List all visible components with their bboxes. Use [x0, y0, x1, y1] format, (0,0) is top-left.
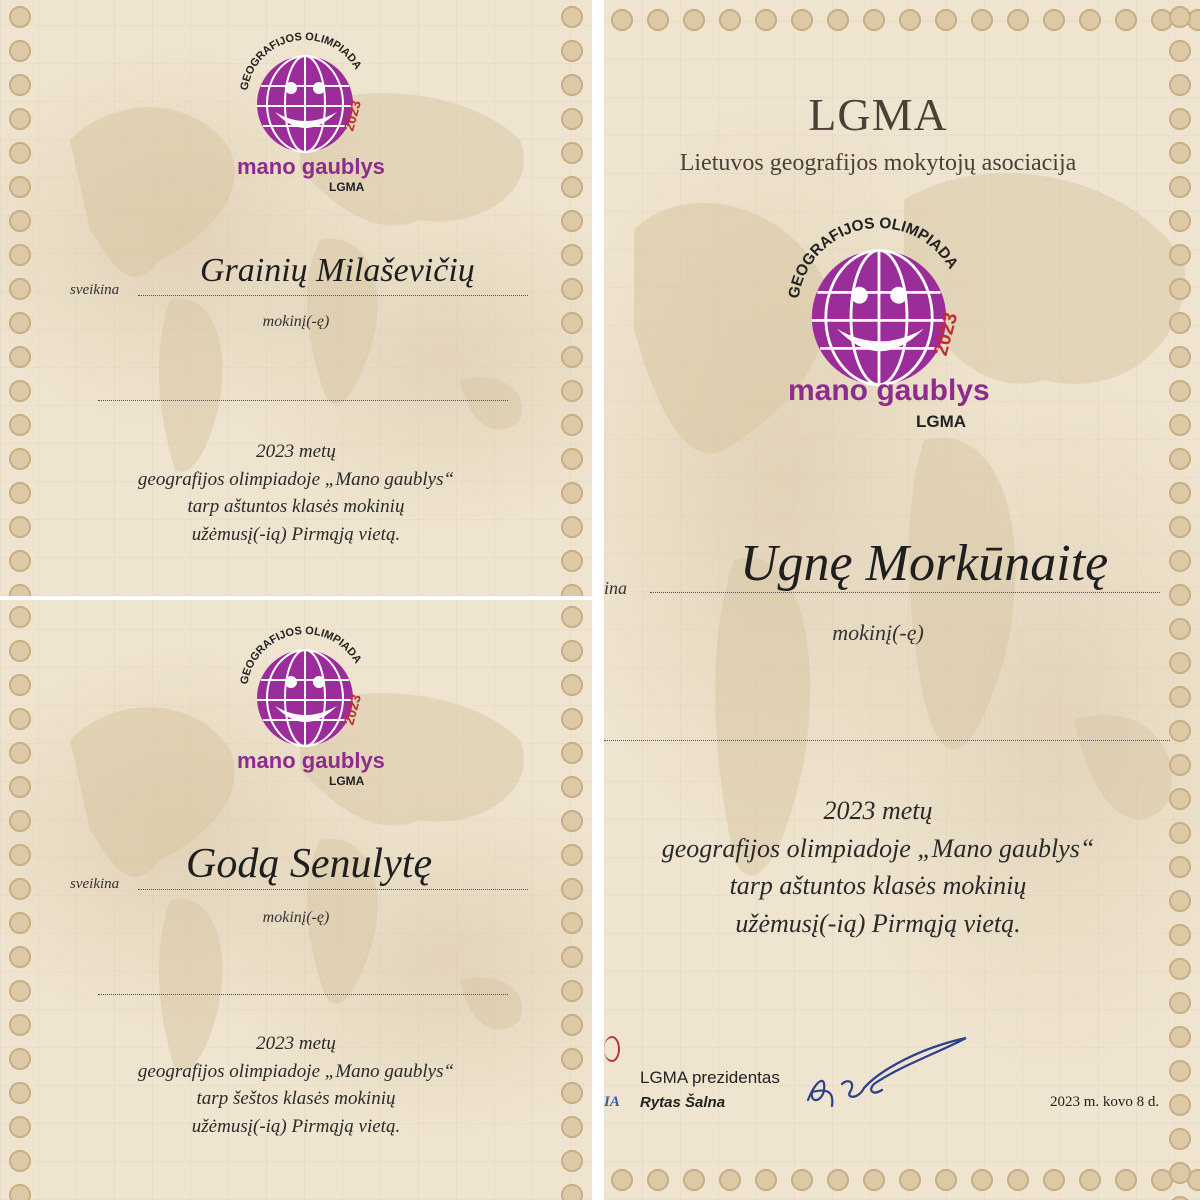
blank-line — [98, 994, 508, 995]
certificate-1 — [0, 0, 592, 596]
award-text — [0, 1030, 592, 1140]
logo-brand: mano gaublys — [788, 374, 990, 407]
olympiad-logo — [225, 20, 385, 195]
award-line-1: 2023 metų — [256, 441, 336, 462]
award-line-3: tarp aštuntos klasės mokinių — [187, 496, 405, 518]
award-line-2: geografijos olimpiadoje „Mano gaublys“ — [661, 833, 1095, 863]
recipient-name: Godą Senulytę — [186, 841, 433, 887]
blank-line — [98, 400, 508, 401]
signer-name: Rytas Šalna — [640, 1094, 726, 1111]
decorative-border-bottom — [604, 1160, 1200, 1200]
recipient-role: mokinį(-ę) — [262, 313, 330, 330]
award-line-1: 2023 metų — [823, 796, 933, 825]
recipient-role: mokinį(-ę) — [832, 620, 924, 645]
name-line — [138, 889, 528, 890]
logo-year: 2023 — [340, 98, 364, 133]
award-line-2: geografijos olimpiadoje „Mano gaublys“ — [137, 468, 455, 490]
greeting-label: ina — [604, 578, 628, 598]
award-line-3: tarp aštuntos klasės mokinių — [729, 871, 1027, 901]
smiley-globe-icon — [225, 614, 385, 754]
signer-title: LGMA prezidentas — [640, 1068, 780, 1087]
award-text — [0, 438, 592, 548]
decorative-border-right — [1160, 0, 1200, 1200]
footer-partial-text: IA — [604, 1094, 620, 1110]
logo-brand: mano gaublys — [237, 154, 385, 179]
smiley-globe-icon — [764, 200, 994, 396]
logo-year: 2023 — [340, 692, 364, 727]
award-line-4: užėmusį(-ią) Pirmąją vietą. — [735, 909, 1021, 939]
issue-date: 2023 m. kovo 8 d. — [1050, 1094, 1160, 1110]
logo-org: LGMA — [329, 180, 365, 194]
smiley-globe-icon — [225, 20, 385, 160]
association-acronym: LGMA — [808, 89, 948, 140]
logo-org: LGMA — [916, 412, 967, 431]
award-text — [604, 792, 1152, 943]
certificate-2 — [0, 600, 592, 1200]
award-line-1: 2023 metų — [256, 1033, 336, 1054]
recipient-name: Grainių Milaševičių — [200, 252, 475, 289]
recipient-name: Ugnę Morkūnaitę — [740, 535, 1109, 592]
association-name: Lietuvos geografijos mokytojų asociacija — [679, 150, 1077, 176]
world-map-background — [604, 0, 1200, 1200]
award-line-2: geografijos olimpiadoje „Mano gaublys“ — [137, 1060, 455, 1082]
signature-text: Ršn — [796, 1128, 798, 1129]
blank-line — [604, 740, 1170, 741]
recipient-role: mokinį(-ę) — [262, 909, 330, 926]
footer-emblem-fragment — [604, 1036, 620, 1062]
olympiad-logo — [764, 200, 994, 440]
award-line-3: tarp šeštos klasės mokinių — [196, 1088, 396, 1110]
greeting-label: sveikina — [70, 282, 120, 298]
certificate-3 — [604, 0, 1200, 1200]
decorative-border-top — [604, 0, 1200, 40]
logo-arc-text: GEOGRAFIJOS OLIMPIADA — [785, 214, 962, 300]
olympiad-logo — [225, 614, 385, 789]
name-line — [138, 295, 528, 296]
logo-arc-text: GEOGRAFIJOS OLIMPIADA — [238, 30, 364, 92]
signature-mark — [790, 1030, 980, 1130]
logo-year: 2023 — [929, 310, 963, 359]
award-line-4: užėmusį(-ią) Pirmąją vietą. — [191, 1115, 401, 1137]
logo-arc-text: GEOGRAFIJOS OLIMPIADA — [238, 624, 364, 686]
logo-brand: mano gaublys — [237, 748, 385, 773]
award-line-4: užėmusį(-ią) Pirmąją vietą. — [191, 523, 401, 545]
greeting-label: sveikina — [70, 876, 120, 892]
logo-org: LGMA — [329, 774, 365, 788]
